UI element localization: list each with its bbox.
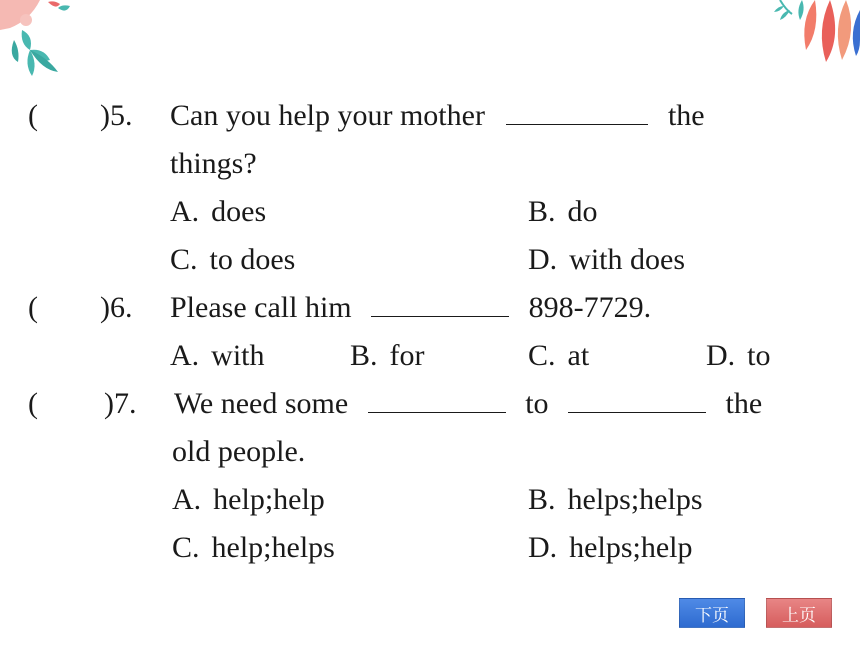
- answer-paren-open: (: [28, 387, 38, 420]
- option-a: A. with: [170, 339, 265, 372]
- stem-text: Can you help your mother: [170, 99, 485, 132]
- option-c: C. help;helps: [172, 531, 335, 564]
- previous-page-button[interactable]: 上页: [766, 598, 832, 628]
- question-stem: [174, 386, 762, 422]
- option-c: C. to does: [170, 243, 296, 276]
- option-a: A. help;help: [172, 483, 325, 516]
- option-b: B. helps;helps: [528, 483, 703, 516]
- option-a: A. does: [170, 195, 267, 228]
- option-d: D. with does: [528, 243, 685, 276]
- answer-blank: [506, 100, 648, 125]
- question-number: )7.: [104, 387, 137, 420]
- next-page-button[interactable]: 下页: [679, 598, 745, 628]
- question-stem-line2: things?: [170, 147, 257, 180]
- question-stem: [170, 290, 651, 326]
- answer-blank: [371, 292, 509, 317]
- question-stem-line2: old people.: [172, 435, 306, 468]
- question-number: )6.: [100, 291, 133, 324]
- floral-decoration-right: [720, 0, 860, 80]
- answer-paren-open: (: [28, 99, 38, 132]
- answer-blank: [568, 388, 706, 413]
- question-number: )5.: [100, 99, 133, 132]
- stem-text: to: [525, 387, 549, 420]
- option-d: D. helps;help: [528, 531, 693, 564]
- stem-text: the: [725, 387, 763, 420]
- stem-text: We need some: [174, 387, 349, 420]
- option-b: B. for: [350, 339, 425, 372]
- answer-blank: [368, 388, 506, 413]
- floral-decoration-left: [0, 0, 90, 95]
- stem-text: the: [667, 99, 705, 132]
- option-c: C. at: [528, 339, 590, 372]
- question-stem: [170, 98, 705, 134]
- stem-text: Please call him: [170, 291, 352, 324]
- answer-paren-open: (: [28, 291, 38, 324]
- stem-text: 898-7729.: [528, 291, 652, 324]
- option-b: B. do: [528, 195, 598, 228]
- option-d: D. to: [706, 339, 771, 372]
